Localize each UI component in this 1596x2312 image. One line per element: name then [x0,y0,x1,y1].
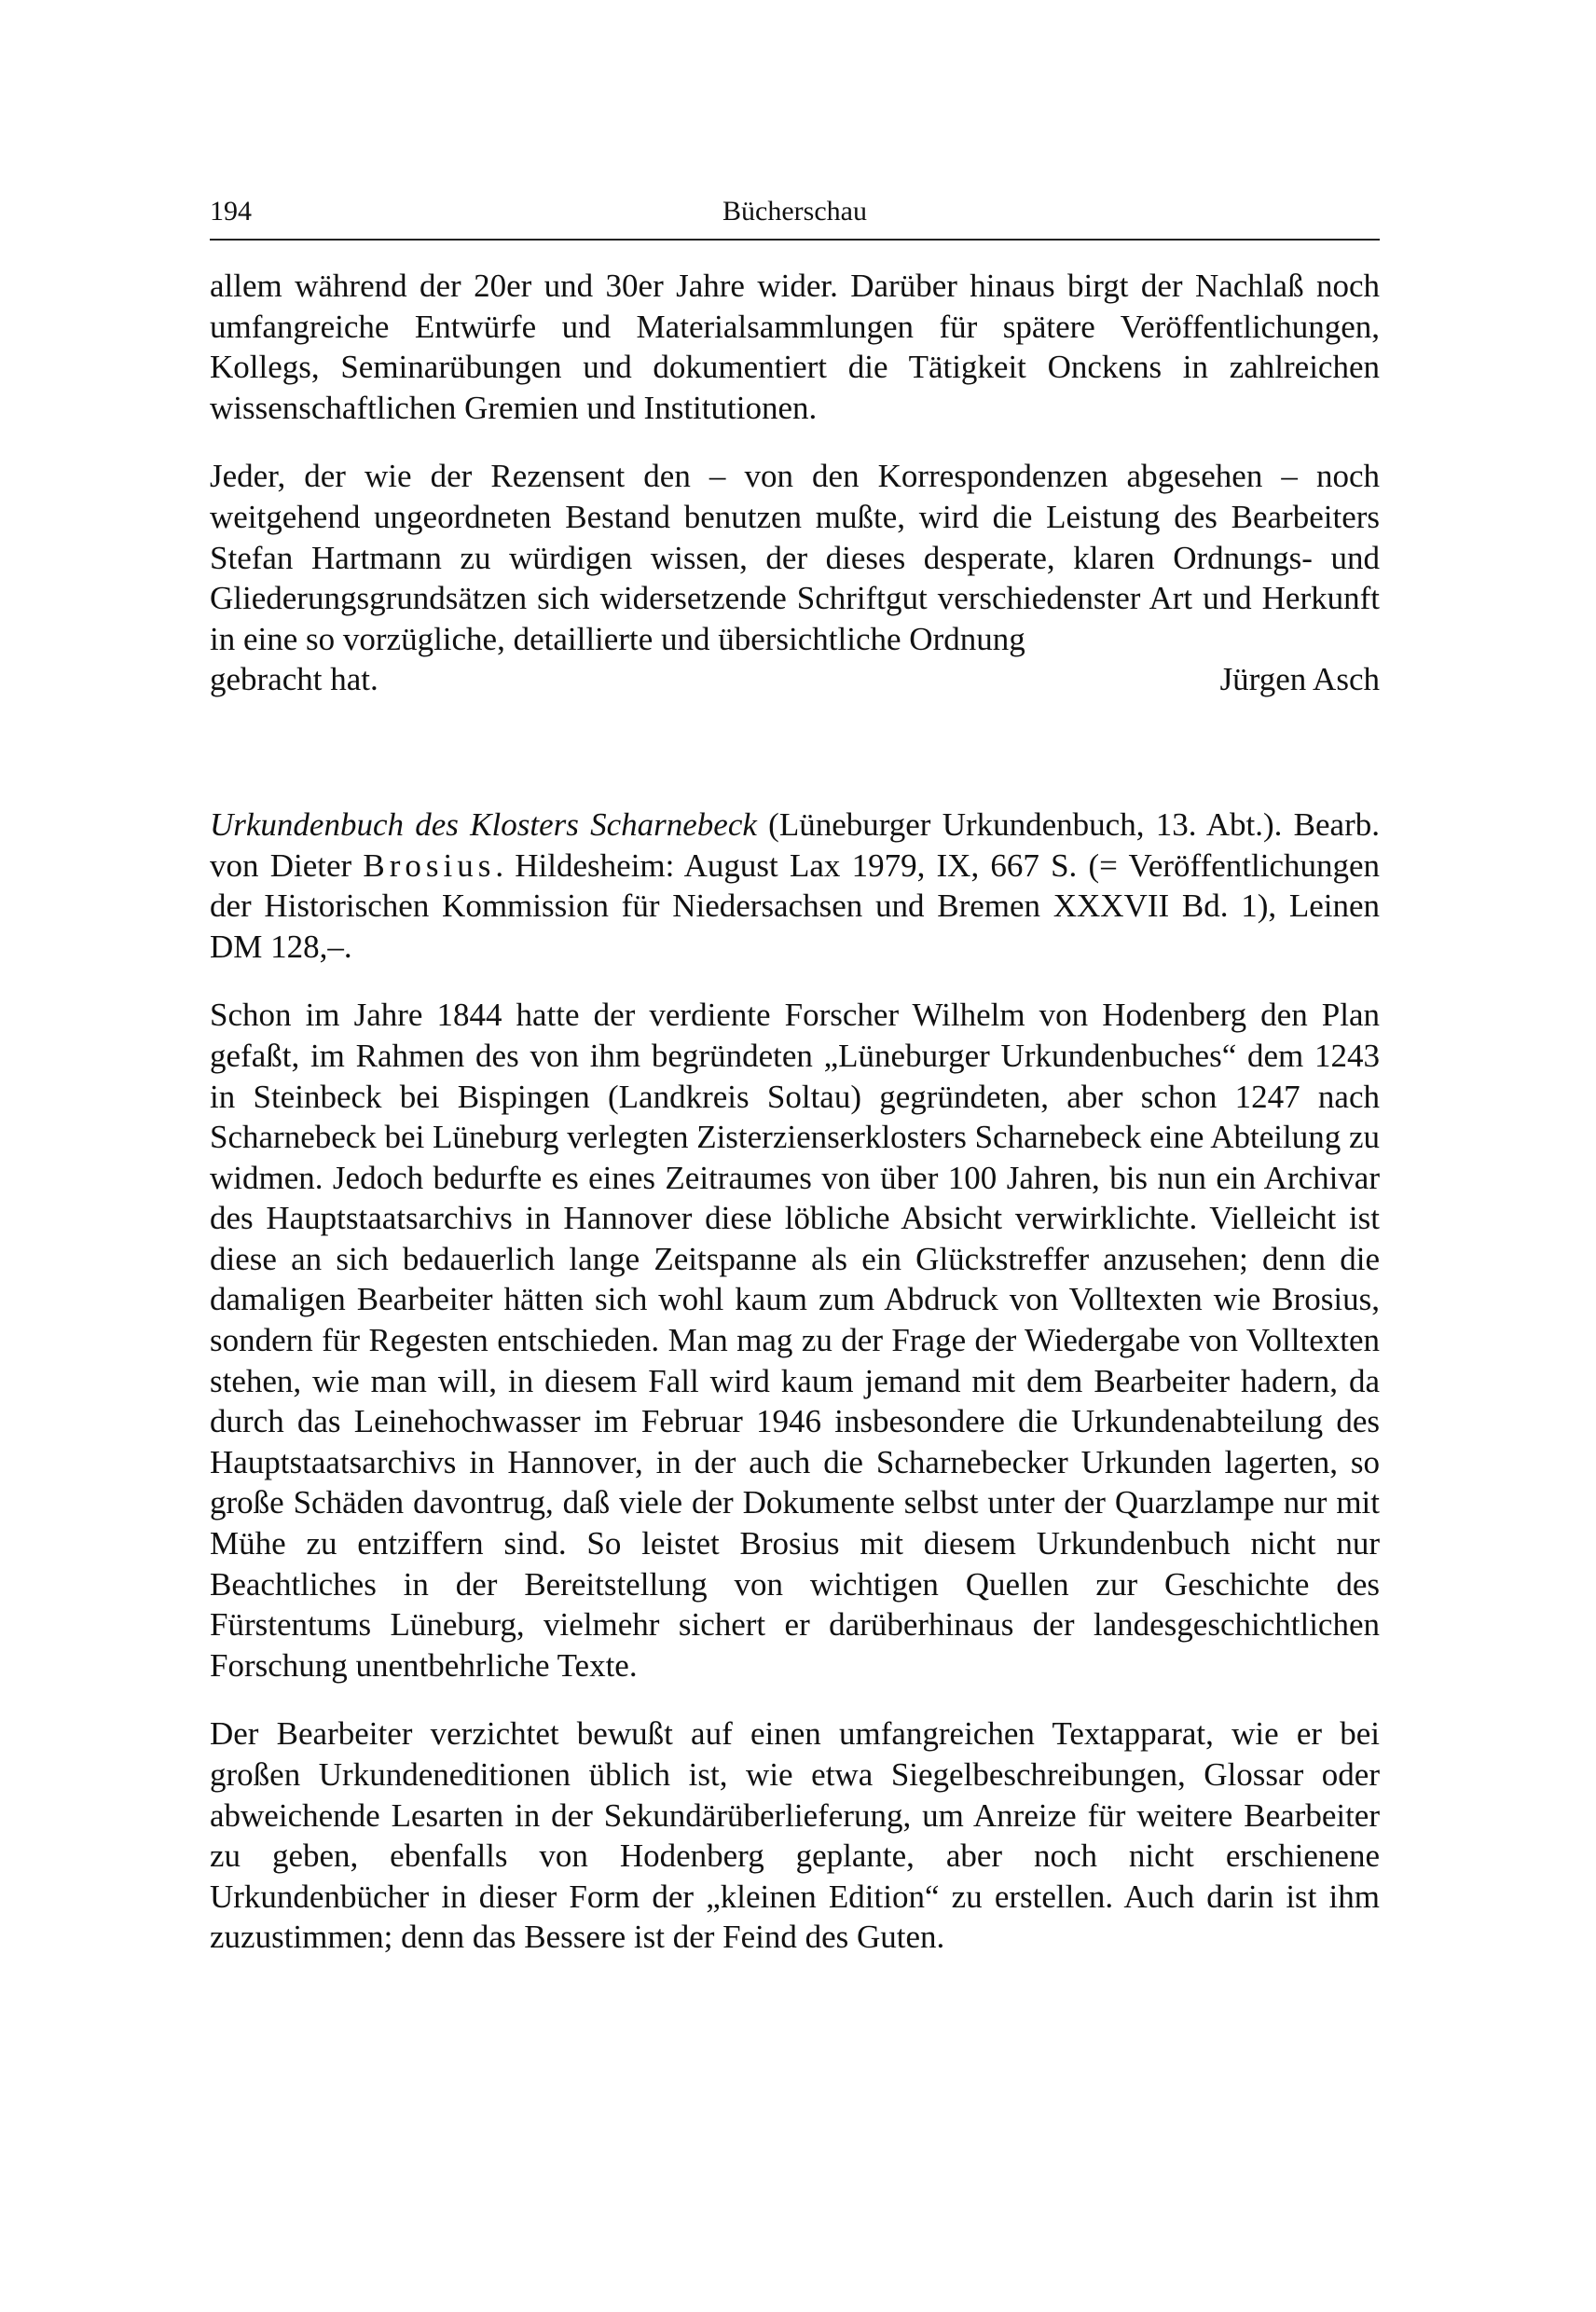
reviewer-signature: Jürgen Asch [1219,661,1380,698]
bibliographic-entry [210,805,1380,967]
review1-paragraph-2 [210,456,1380,700]
review1-closing-line [210,659,1380,700]
page-number: 194 [210,196,252,227]
review2-paragraph-1: Schon im Jahre 1844 hatte der verdiente Forscher Wilhelm von Hodenberg den Plan gefaßt, im Rahmen des von ihm begründeten „Lüneburger Urkundenbuches“ dem 1243 in Steinbeck bei Bispingen (Landkreis Soltau) gegründeten, aber schon 1247 nach Scharnebeck bei Lüneburg verlegten Zisterzienserklosters Scharnebeck eine Abteilung zu widmen. Jedoch bedurfte es eines Zeitraumes von über 100 Jahren, bis nun ein Archivar des Hauptstaatsarchivs in Hannover diese löbliche Absicht verwirklichte. Vielleicht ist diese an sich bedauerlich lange Zeitspanne als ein Glückstreffer anzusehen; denn die damaligen Bearbeiter hätten sich wohl kaum zum Abdruck von Volltexten wie Brosius, sondern für Regesten entschieden. Man mag zu der Frage der Wiedergabe von Volltexten stehen, wie man will, in diesem Fall wird kaum jemand mit dem Bearbeiter hadern, da durch das Leinehochwasser im Februar 1946 insbesondere die Urkundenabteilung des Hauptstaatsarchivs in Hannover, in der auch die Scharnebecker Urkunden lagerten, so große Schäden davontrug, daß viele der Dokumente selbst unter der Quarzlampe nur mit Mühe zu entziffern sind. So leistet Brosius mit diesem Urkundenbuch nicht nur Beachtliches in der Bereitstellung von wichtigen Quellen zur Geschichte des Fürstentums Lüneburg, vielmehr sichert er darüberhinaus der landesgeschichtlichen Forschung unentbehrliche Texte. [210,997,1380,1684]
book-title: Urkundenbuch des Klosters Scharnebeck [210,805,757,843]
book-series: (Lüneburger Urkundenbuch, 13. Abt.). Bearb. von Dieter [210,805,1381,884]
review1-paragraph-1: allem während der 20er und 30er Jahre wider. Darüber hinaus birgt der Nachlaß noch umfangreiche Entwürfe und Materialsammlungen für spätere Veröffentlichungen, Kollegs, Seminarübungen und dokumentiert die Tätigkeit Onckens in zahlreichen wissenschaftlichen Gremien und Institutionen. [210,268,1380,426]
review2-paragraph-2: Der Bearbeiter verzichtet bewußt auf einen umfangreichen Textapparat, wie er bei großen Urkundeneditionen üblich ist, wie etwa Siegelbeschreibungen, Glossar oder abweichende Lesarten in der Sekundärüberlieferung, um Anreize für weitere Bearbeiter zu geben, ebenfalls von Hodenberg geplante, aber noch nicht erschienene Urkundenbücher in dieser Form der „kleinen Edition“ zu erstellen. Auch darin ist ihm zuzustimmen; denn das Bessere ist der Feind des Guten. [210,1715,1380,1956]
review1-paragraph-2-text: Jeder, der wie der Rezensent den – von den Korrespondenzen abgesehen – noch weitgehend ungeordneten Bestand benutzen mußte, wird die Leistung des Bearbeiters Stefan Hartmann zu würdigen wissen, der dieses desperate, klaren Ordnungs- und Gliederungsgrundsätzen sich widersetzende Schriftgut verschiedenster Art und Herkunft in eine so vorzügliche, detaillierte und übersichtliche Ordnung [210,458,1380,657]
running-title: Bücherschau [722,196,867,227]
header-rule [210,239,1380,241]
book-publication-details: . Hildesheim: August Lax 1979, IX, 667 S. (= Veröffentlichungen der Historischen Kommission für Niedersachsen und Bremen XXXVII Bd. 1), Leinen DM 128,–. [210,846,1381,965]
review1-paragraph-2-end: gebracht hat. [210,661,378,698]
running-head [210,189,1380,234]
book-editor: Brosius [363,846,496,884]
page-body [210,266,1380,1958]
